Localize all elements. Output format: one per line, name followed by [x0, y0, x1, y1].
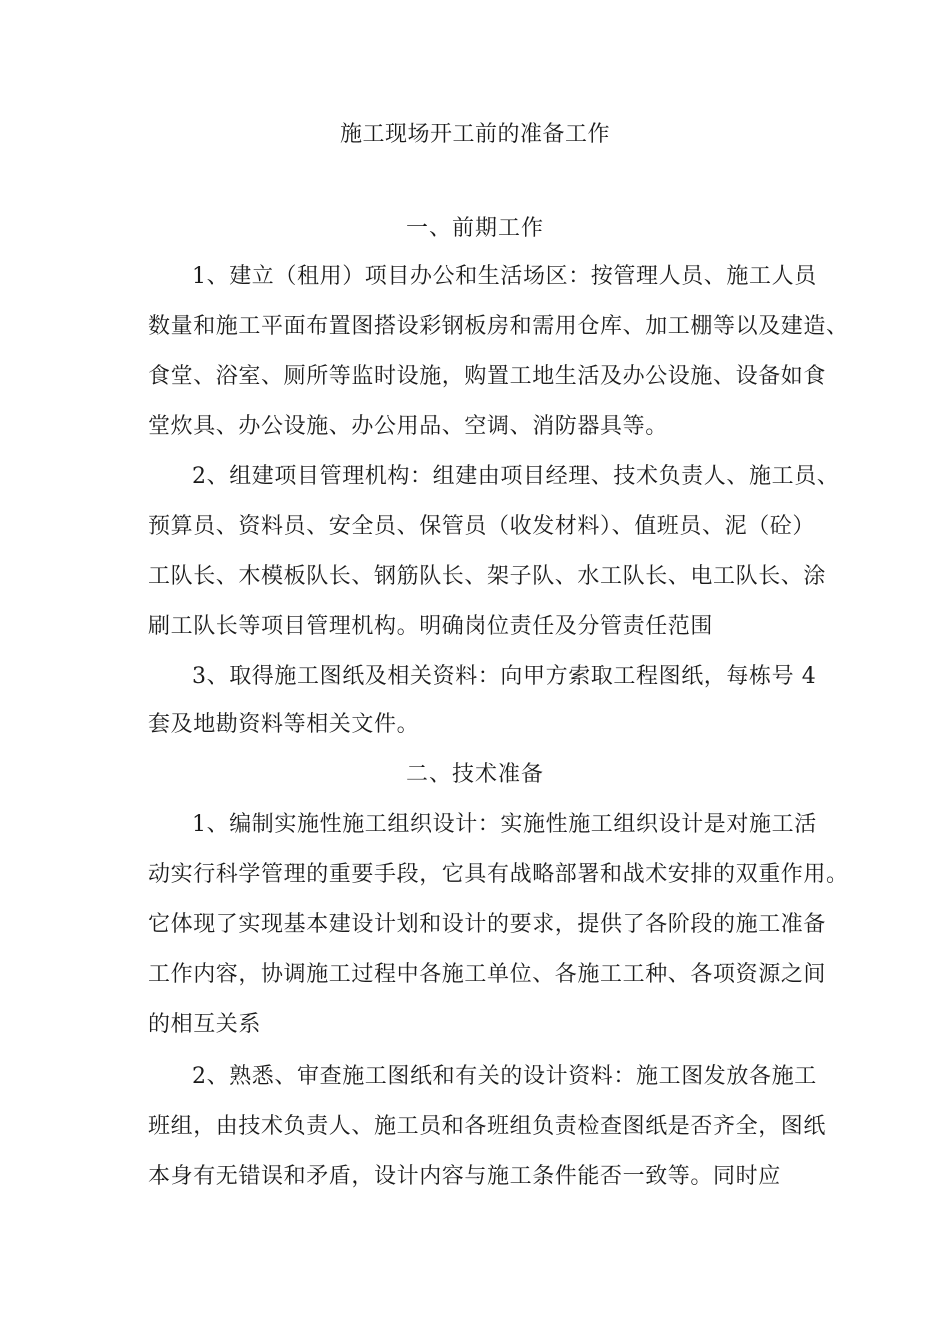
- paragraph-line: 2、熟悉、审查施工图纸和有关的设计资料：施工图发放各施工: [192, 1064, 817, 1089]
- paragraph-line: 本身有无错误和矛盾，设计内容与施工条件能否一致等。同时应: [148, 1164, 781, 1189]
- paragraph-line: 刷工队长等项目管理机构。明确岗位责任及分管责任范围: [148, 614, 714, 639]
- paragraph-line: 食堂、浴室、厕所等监时设施，购置工地生活及办公设施、设备如食: [148, 364, 827, 389]
- paragraph-line: 班组，由技术负责人、施工员和各班组负责检查图纸是否齐全，图纸: [148, 1114, 827, 1139]
- section-heading-preliminary: 一、前期工作: [405, 216, 544, 241]
- paragraph-line: 预算员、资料员、安全员、保管员（收发材料）、值班员、泥（砼）: [148, 514, 816, 539]
- paragraph-line: 堂炊具、办公设施、办公用品、空调、消防器具等。: [148, 414, 668, 439]
- paragraph-line: 2、组建项目管理机构：组建由项目经理、技术负责人、施工员、: [192, 464, 840, 489]
- paragraph-line: 1、编制实施性施工组织设计：实施性施工组织设计是对施工活: [192, 812, 817, 837]
- paragraph-line: 工作内容，协调施工过程中各施工单位、各施工工种、各项资源之间: [148, 962, 827, 987]
- paragraph-line: 1、建立（租用）项目办公和生活场区：按管理人员、施工人员: [192, 264, 817, 289]
- paragraph-line: 动实行科学管理的重要手段，它具有战略部署和战术安排的双重作用。: [148, 862, 849, 887]
- paragraph-line: 3、取得施工图纸及相关资料：向甲方索取工程图纸，每栋号 4: [192, 664, 817, 689]
- paragraph-line: 它体现了实现基本建设计划和设计的要求，提供了各阶段的施工准备: [148, 912, 827, 937]
- paragraph-line: 套及地勘资料等相关文件。: [148, 712, 420, 737]
- section-heading-technical: 二、技术准备: [405, 762, 544, 787]
- paragraph-line: 工队长、木模板队长、钢筋队长、架子队、水工队长、电工队长、涂: [148, 564, 827, 589]
- paragraph-line: 的相互关系: [148, 1012, 262, 1037]
- paragraph-line: 数量和施工平面布置图搭设彩钢板房和需用仓库、加工棚等以及建造、: [148, 314, 849, 339]
- document-title: 施工现场开工前的准备工作: [339, 122, 610, 147]
